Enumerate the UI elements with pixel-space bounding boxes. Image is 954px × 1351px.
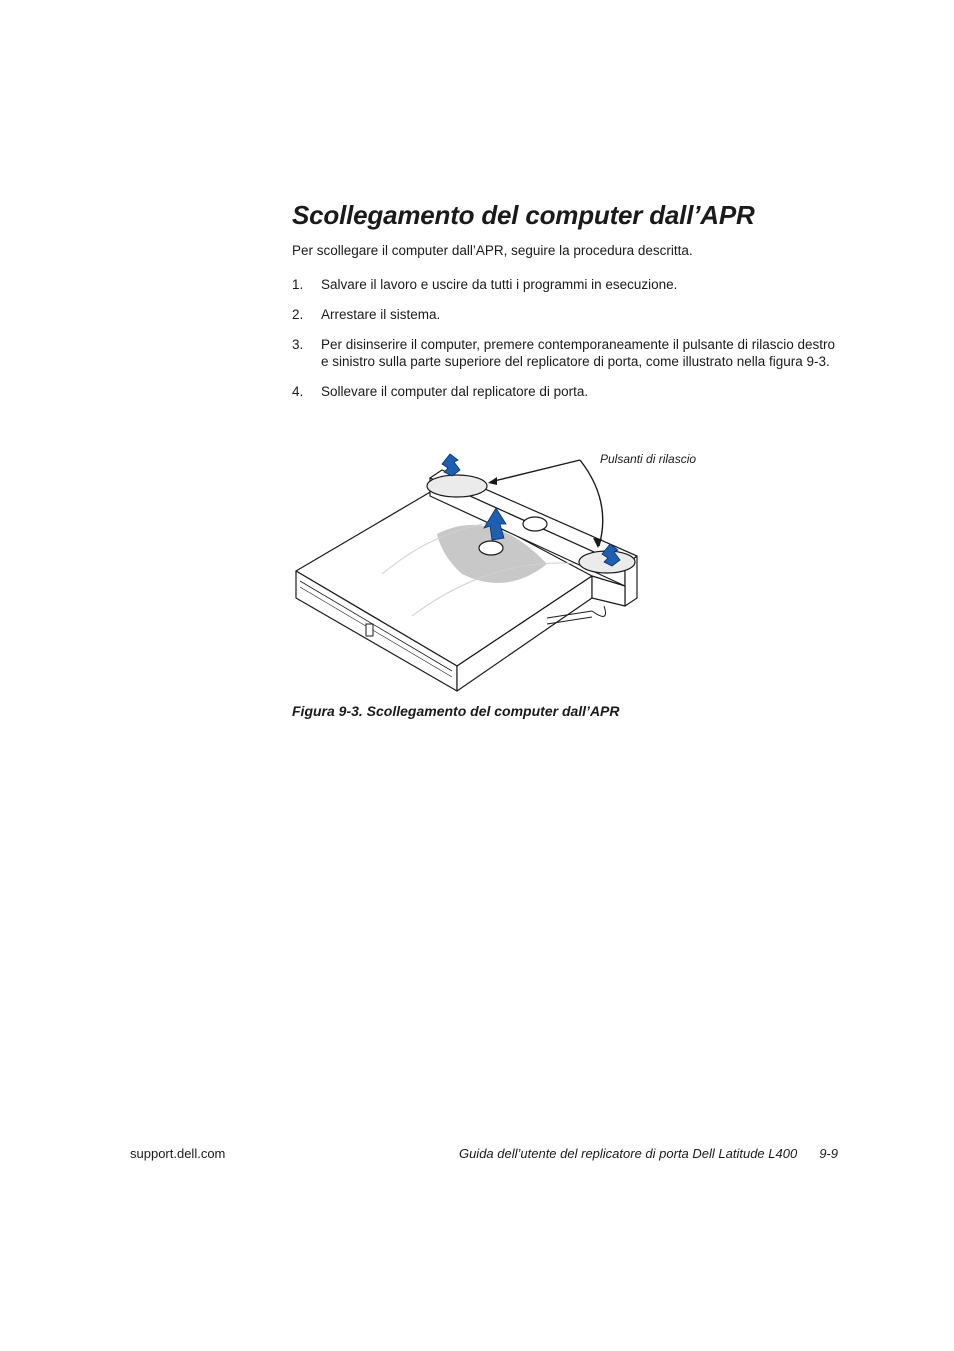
callout-label: Pulsanti di rilascio — [600, 452, 697, 466]
footer-title — [459, 1146, 838, 1161]
step-item — [292, 383, 852, 400]
step-number: 4. — [292, 384, 304, 399]
step-text: Salvare il lavoro e uscire da tutti i programmi in esecuzione. — [321, 277, 678, 292]
footer-guide-title: Guida dell’utente del replicatore di porta Dell Latitude L400 — [458, 1146, 798, 1161]
step-text: Sollevare il computer dal replicatore di porta. — [321, 384, 589, 399]
arrowhead — [488, 477, 497, 485]
steps-list — [292, 276, 852, 400]
page-content — [292, 200, 852, 413]
step-item — [292, 276, 852, 293]
step-item — [292, 306, 852, 323]
step-number: 1. — [292, 277, 304, 292]
step-text: Per disinserire il computer, premere contemporaneamente il pulsante di rilascio destro e sinistro sulla parte superiore del replicatore di porta, come illustrato nella figura 9-3. — [321, 337, 835, 369]
footer-website: support.dell.com — [130, 1146, 226, 1161]
apr-disconnect-illustration — [292, 446, 722, 696]
step-number: 3. — [292, 337, 304, 352]
step-text: Arrestare il sistema. — [321, 307, 441, 322]
page-title: Scollegamento del computer dall’APR — [292, 200, 755, 230]
press-arrow-icon — [442, 454, 460, 476]
intro-text: Per scollegare il computer dall’APR, seguire la procedura descritta. — [292, 243, 693, 258]
page-number: 9-9 — [819, 1146, 838, 1161]
step-number: 2. — [292, 307, 304, 322]
step-item — [292, 336, 852, 370]
figure-caption: Figura 9-3. Scollegamento del computer dall’APR — [292, 703, 620, 719]
